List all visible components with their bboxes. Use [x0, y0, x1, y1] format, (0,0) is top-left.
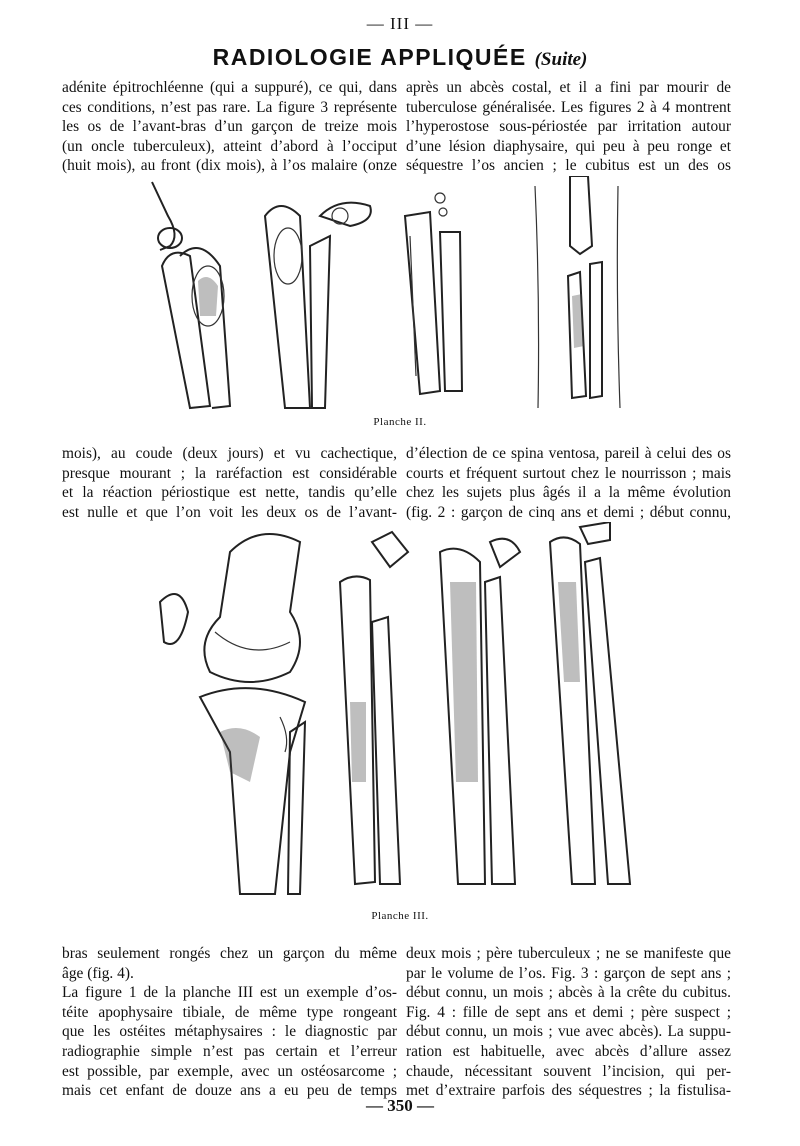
text-line: séquestre l’os ancien ; le cubitus est un des os	[406, 157, 731, 175]
section2-left-column	[62, 444, 397, 522]
text-line: mais cet enfant de douze ans a eu peu de temps	[62, 1082, 397, 1100]
text-line: début connu, un mois ; vue avec abcès). La suppu-	[406, 1023, 731, 1041]
text-line: que les ostéites métaphysaires : le diagnostic par	[62, 1023, 397, 1041]
text-line: chaude, nécessitant souvent l’incision, qui per-	[406, 1062, 731, 1080]
text-line: par le volume de l’os. Fig. 3 : garçon de sept ans ;	[406, 964, 731, 982]
text-line: est nulle et que l’on voit les deux os de l’avant-	[62, 503, 397, 521]
section1-left-column	[62, 78, 397, 176]
fig-3-forearm-bones	[405, 193, 462, 394]
section1-right-column	[406, 78, 731, 176]
text-line: chez les sujets plus âgés il a la même évolution	[406, 484, 731, 502]
plate-3-caption: Planche III.	[371, 910, 429, 922]
text-line: les os de l’avant-bras d’un garçon de treize mois	[62, 118, 397, 136]
text-line: mois), au coude (deux jours) et vu cachectique,	[62, 445, 397, 462]
section3-left-column	[62, 944, 397, 1101]
text-line: (un oncle tuberculeux), atteint d’abord à l’occiput	[62, 137, 397, 155]
fig-4-forearm-bones	[535, 176, 620, 408]
fig-2-forearm-bones	[265, 203, 371, 408]
text-line: l’hyperostose sous-périostée par irritation autour	[406, 118, 731, 136]
text-line: presque mourant ; la raréfaction est considérable	[62, 464, 397, 482]
text-line: Fig. 4 : fille de sept ans et demi ; père suspect ;	[406, 1003, 731, 1021]
text-line: bras seulement rongés chez un garçon du même	[62, 945, 397, 962]
page-title	[0, 44, 800, 71]
fig-2-forearm-bones	[340, 532, 408, 884]
text-line: La figure 1 de la planche III est un exemple d’os-	[62, 984, 397, 1002]
text-line: d’élection de ce spina ventosa, pareil à celui des os	[406, 445, 731, 462]
text-line: radiographie simple n’est pas certain et l’erreur	[62, 1042, 397, 1060]
text-line: est possible, par exemple, avec un ostéosarcome ;	[62, 1062, 397, 1080]
text-line: téite apophysaire tibiale, de même type rongeant	[62, 1003, 397, 1021]
plate-3-illustration	[140, 522, 660, 902]
fig-3-forearm-bones	[440, 539, 520, 884]
text-line: début connu, un mois ; abcès à la crête du cubitus.	[406, 984, 731, 1002]
text-line: âge (fig. 4).	[62, 964, 134, 982]
text-line: (huit mois), au front (dix mois), à l’os malaire (onze	[62, 157, 397, 175]
title-suffix: (Suite)	[534, 49, 588, 70]
text-line: deux mois ; père tuberculeux ; ne se manifeste que	[406, 945, 731, 962]
title-text: RADIOLOGIE APPLIQUÉE	[212, 44, 527, 70]
text-line: après un abcès costal, et il a fini par mourir de	[406, 79, 731, 96]
running-folio: — III —	[366, 14, 434, 33]
text-line: d’une lésion diaphysaire, qui peu à peu ronge et	[406, 137, 731, 155]
text-line: adénite épitrochléenne (qui a suppuré), ce qui, dans	[62, 79, 397, 96]
text-line: et la réaction périostique est nette, tandis qu’elle	[62, 484, 397, 502]
plate-2-caption: Planche II.	[373, 416, 427, 428]
text-line: met d’extraire parfois des séquestres ; la fistulisa-	[406, 1082, 731, 1100]
plate-2-illustration	[140, 176, 640, 412]
text-line: courts et fréquent surtout chez le nourrisson ; mais	[406, 464, 731, 482]
text-line: (fig. 2 : garçon de cinq ans et demi ; début connu,	[406, 503, 731, 521]
fig-4-forearm-bones	[550, 522, 630, 884]
text-line: tuberculose généralisée. Les figures 2 à 4 montrent	[406, 98, 731, 116]
page-number: — 350 —	[366, 1096, 434, 1115]
fig-1-knee-bones	[160, 534, 305, 894]
section3-right-column	[406, 944, 731, 1101]
text-line: ration est habituelle, avec abcès d’allure assez	[406, 1042, 731, 1060]
text-line: ces conditions, n’est pas rare. La figure 3 représente	[62, 98, 397, 116]
fig-1-elbow-bones	[152, 182, 230, 408]
section2-right-column	[406, 444, 731, 522]
